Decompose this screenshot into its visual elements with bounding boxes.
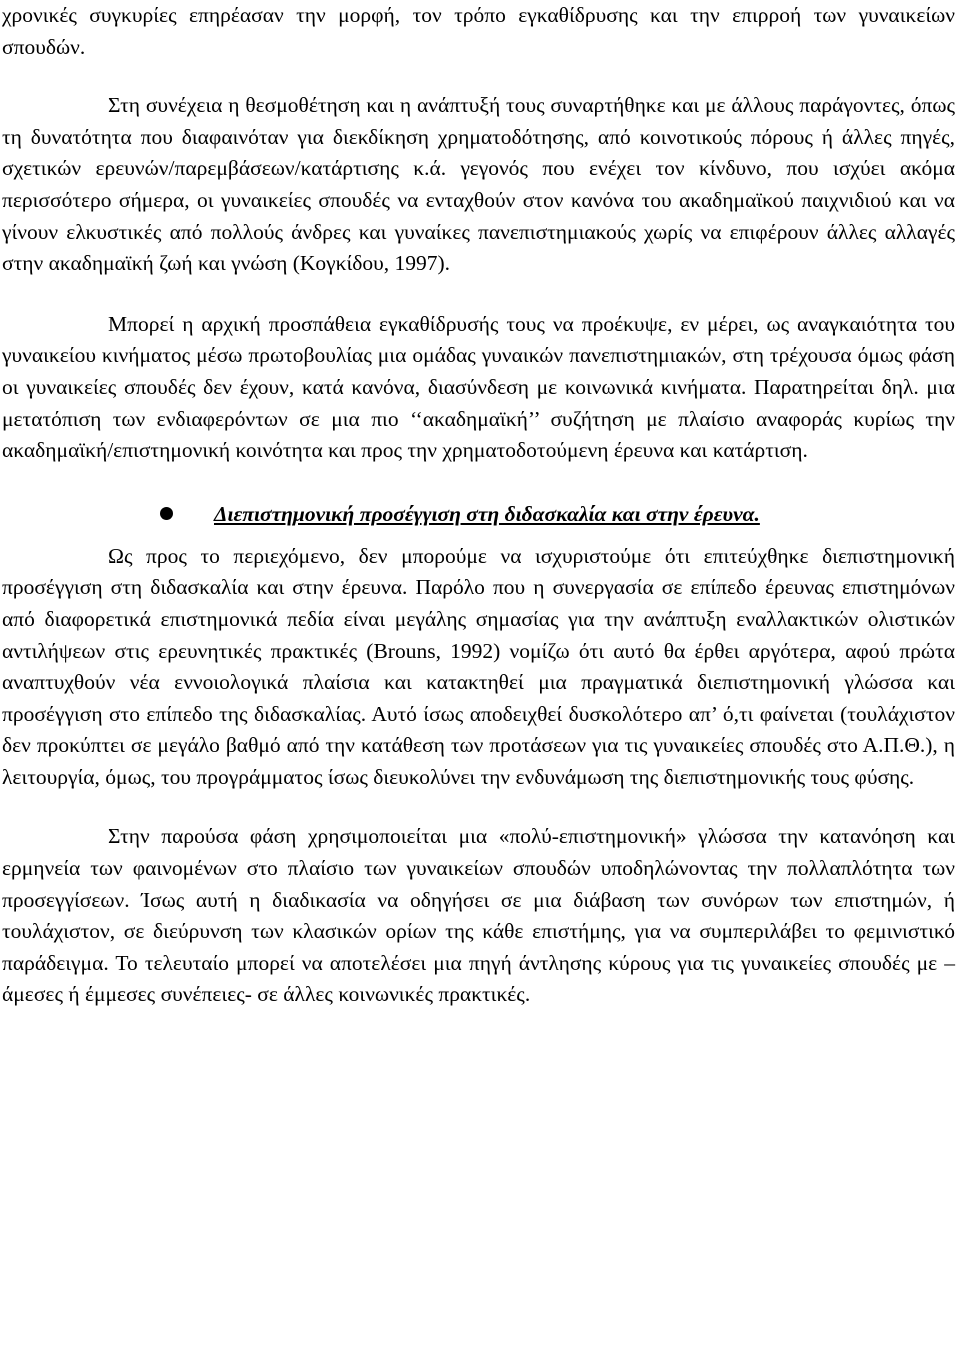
section-heading: Διεπιστημονική προσέγγιση στη διδασκαλία και στην έρευνα. [214,501,760,526]
document-page [2,0,955,1011]
paragraph-2: Στη συνέχεια η θεσμοθέτηση και η ανάπτυξή τους συναρτήθηκε και με άλλους παράγοντες, όπως τη δυνατότητα που διαφαινόταν για διεκδίκηση χρηματοδότησης, από κοινοτικούς πόρους ή άλλες πηγές, σχετικών ερευνών/παρεμβάσεων/κατάρτισης κ.ά. γεγονός που ενέχει τον κίνδυνο, που ισχύει ακόμα περισσότερο σήμερα, οι γυναικείες σπουδές να ενταχθούν στον κανόνα του ακαδημαϊκού παιχνιδιού και να γίνουν ελκυστικές από πολλούς άνδρες και γυναίκες πανεπιστημιακούς χωρίς να επιφέρουν άλλες αλλαγές στην ακαδημαϊκή ζωή και γνώση (Κογκίδου, 1997). [2,93,955,276]
section-heading-row [2,495,955,535]
paragraph-3: Μπορεί η αρχική προσπάθεια εγκαθίδρυσής τους να προέκυψε, εν μέρει, ως αναγκαιότητα του γυναικείου κινήματος μέσω πρωτοβουλίας μια ομάδας γυναικών πανεπιστημιακών, στη τρέχουσα όμως φάση οι γυναικείες σπουδές δεν έχουν, κατά κανόνα, διασύνδεση με κοινωνικά κινήματα. Παρατηρείται δηλ. μια μετατόπιση των ενδιαφερόντων σε μια πιο ‘‘ακαδημαϊκή’’ συζήτηση με πλαίσιο αναφοράς κυρίως την ακαδημαϊκή/επιστημονική κοινότητα και προς την χρηματοδοτούμενη έρευνα και κατάρτιση. [2,311,955,463]
bullet-icon [160,507,173,520]
paragraph-1: χρονικές συγκυρίες επηρέασαν την μορφή, τον τρόπο εγκαθίδρυσης και την επιρροή των γυναικείων σπουδών. [2,3,955,59]
paragraph-5: Στην παρούσα φάση χρησιμοποιείται μια «πολύ-επιστημονική» γλώσσα την κατανόηση και ερμηνεία των φαινομένων στο πλαίσιο των γυναικείων σπουδών υποδηλώνοντας την πολλαπλότητα των προσεγγίσεων. Ίσως αυτή η διαδικασία να οδηγήσει σε μια διάβαση των συνόρων των επιστημών, ή τουλάχιστον, σε διεύρυνση των κλασικών ορίων της κάθε επιστήμης, για να συμπεριλάβει το φεμινιστικό παράδειγμα. Το τελευταίο μπορεί να αποτελέσει μια πηγή άντλησης κύρους για τις γυναικείες σπουδές με –άμεσες ή έμμεσες συνέπειες- σε άλλες κοινωνικές πρακτικές. [2,824,955,1007]
paragraph-4: Ως προς το περιεχόμενο, δεν μπορούμε να ισχυριστούμε ότι επιτεύχθηκε διεπιστημονική προσέγγιση στη διδασκαλία και στην έρευνα. Παρόλο που η συνεργασία σε επίπεδο έρευνας επιστημόνων από διαφορετικά επιστημονικά πεδία είναι μεγάλης σημασίας για την ανάπτυξη εναλλακτικών ολιστικών αντιλήψεων στις ερευνητικές πρακτικές (Brouns, 1992) νομίζω ότι αυτό θα έρθει αργότερα, αφού πρώτα αναπτυχθούν νέα εννοιολογικά πλαίσια και κατακτηθεί μια πραγματικά διεπιστημονική γλώσσα και προσέγγιση στο επίπεδο της διδασκαλίας. Αυτό ίσως αποδειχθεί δυσκολότερο απ’ ό,τι φαίνεται (τουλάχιστον δεν προκύπτει σε μεγάλο βαθμό από την κατάθεση των προτάσεων για τις γυναικείες σπουδές στο Α.Π.Θ.), η λειτουργία, όμως, του προγράμματος ίσως διευκολύνει την ενδυνάμωση της διεπιστημονικής τους φύσης. [2,543,955,789]
